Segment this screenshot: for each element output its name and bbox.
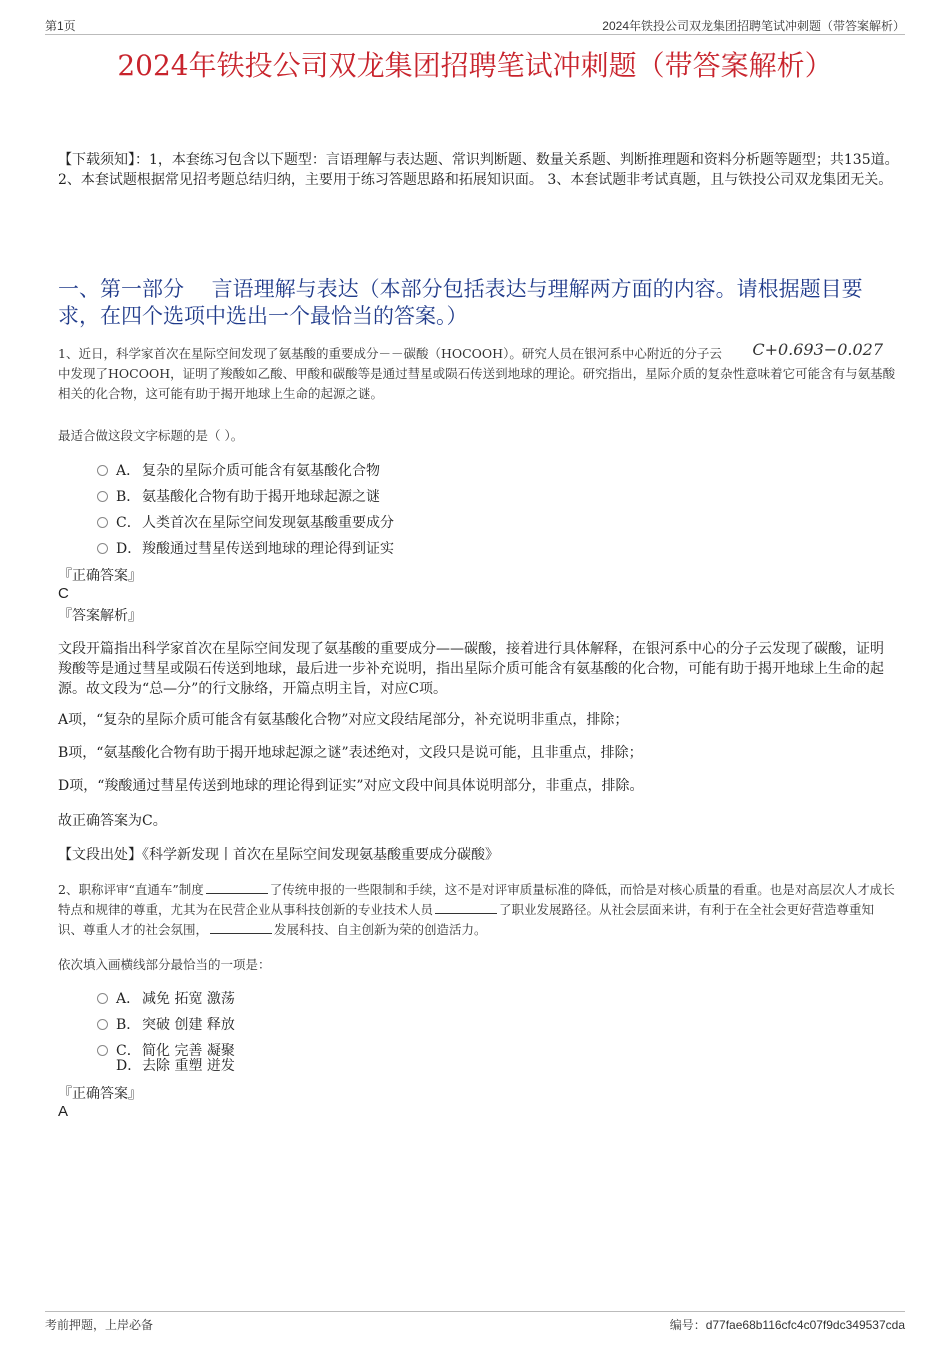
q1-answer-label: 『正确答案』 [58, 568, 142, 584]
q1-option-b[interactable]: B． 氨基酸化合物有助于揭开地球起源之谜 [97, 487, 380, 507]
radio-icon[interactable] [97, 1019, 108, 1030]
radio-icon[interactable] [97, 993, 108, 1004]
question-1-prompt: 最适合做这段文字标题的是（ ）。 [58, 428, 244, 443]
q2-answer-label: 『正确答案』 [58, 1086, 142, 1102]
q2-option-d[interactable]: D．去除 重塑 迸发 [116, 1058, 235, 1074]
q1-option-c[interactable]: C．人类首次在星际空间发现氨基酸重要成分 [97, 513, 394, 533]
blank-2 [435, 901, 497, 914]
blank-3 [210, 921, 272, 934]
section-heading: 一、第一部分 言语理解与表达（本部分包括表达与理解两方面的内容。请根据题目要求，在四个选项中选出一个最恰当的答案。） [58, 277, 863, 328]
footer-slogan: 考前押题，上岸必备 [45, 1318, 154, 1332]
radio-icon[interactable] [97, 1045, 108, 1056]
download-notice: 【下载须知】：1，本套练习包含以下题型：言语理解与表达题、常识判断题、数量关系题、判断推理题和资料分析题等题型；共135道。 2、本套试题根据常见招考题总结归纳，主要用于练习答题思路和拓展知识面。 3、本套试题非考试真题，且与铁投公司双龙集团无关。 [58, 152, 899, 188]
question-2-text: 2、职称评审“直通车”制度 了传统申报的一些限制和手续，这不是对评审质量标准的降低，而恰是对核心质量的看重。也是对高层次人才成长特点和规律的尊重，尤其为在民营企业从事科技创新的专业技术人员 了职业发展路径。从社会层面来讲，有利于在全社会更好营造尊重知识、尊重人才的社会氛围， 发展科技、自主创新为荣的创造活力。 [58, 882, 895, 937]
q1-source: 【文段出处】《科学新发现丨首次在星际空间发现氨基酸重要成分碳酸》 [58, 847, 499, 863]
radio-icon[interactable] [97, 491, 108, 502]
header-divider [45, 34, 905, 35]
q1-analysis-a: A项，“复杂的星际介质可能含有氨基酸化合物”对应文段结尾部分，补充说明非重点，排除； [58, 712, 629, 728]
q1-option-d[interactable]: D．羧酸通过彗星传送到地球的理论得到证实 [97, 539, 394, 559]
question-1-text: 中发现了HOCOOH，证明了羧酸如乙酸、甲酸和碳酸等是通过彗星或陨石传送到地球的理论。研究指出，星际介质的复杂性意味着它可能含有与氨基酸相关的化合物，这可能有助于揭开地球上生命的起源之谜。 [58, 366, 896, 401]
q1-conclusion: 故正确答案为C。 [58, 813, 167, 829]
q1-analysis-label: 『答案解析』 [58, 608, 142, 624]
radio-icon[interactable] [97, 465, 108, 476]
q2-option-b[interactable]: B． 突破 创建 释放 [97, 1015, 235, 1035]
question-1 [58, 340, 903, 404]
question-1-line1: 1、近日，科学家首次在星际空间发现了氨基酸的重要成分－－碳酸（HOCOOH）。研究人员在银河系中心附近的分子云 [58, 346, 722, 361]
q2-option-c[interactable]: C．简化 完善 凝聚 [97, 1041, 235, 1061]
q1-option-a[interactable]: A． 复杂的星际介质可能含有氨基酸化合物 [97, 461, 380, 481]
radio-icon[interactable] [97, 517, 108, 528]
header-doc-title: 2024年铁投公司双龙集团招聘笔试冲刺题（带答案解析） [602, 19, 905, 33]
q2-option-a[interactable]: A． 减免 拓宽 激荡 [97, 989, 235, 1009]
footer-code: 编号：d77fae68b116cfc4c07f9dc349537cda [669, 1318, 905, 1332]
q1-analysis-d: D项，“羧酸通过彗星传送到地球的理论得到证实”对应文段中间具体说明部分，非重点，排除。 [58, 778, 644, 794]
page-number: 第1页 [45, 19, 76, 33]
q1-analysis-paragraph: 文段开篇指出科学家首次在星际空间发现了氨基酸的重要成分——碳酸，接着进行具体解释，在银河系中心的分子云发现了碳酸，证明羧酸等是通过彗星或陨石传送到地球，最后进一步补充说明，指出星际介质可能含有氨基酸的化合物，可能有助于揭开地球上生命的起源。故文段为“总—分”的行文脉络，开篇点明主旨，对应C项。 [58, 641, 884, 697]
q1-analysis-b: B项，“氨基酸化合物有助于揭开地球起源之谜”表述绝对，文段只是说可能，且非重点，排除； [58, 745, 643, 761]
q1-answer: C [58, 585, 69, 602]
document-title: 2024年铁投公司双龙集团招聘笔试冲刺题（带答案解析） [117, 49, 833, 82]
question-2-prompt: 依次填入画横线部分最恰当的一项是： [58, 957, 271, 972]
radio-icon[interactable] [97, 543, 108, 554]
footer-divider [45, 1311, 905, 1312]
blank-1 [206, 881, 268, 894]
q2-answer: A [58, 1103, 69, 1120]
question-1-math: C+0.693−0.027 [752, 340, 883, 359]
